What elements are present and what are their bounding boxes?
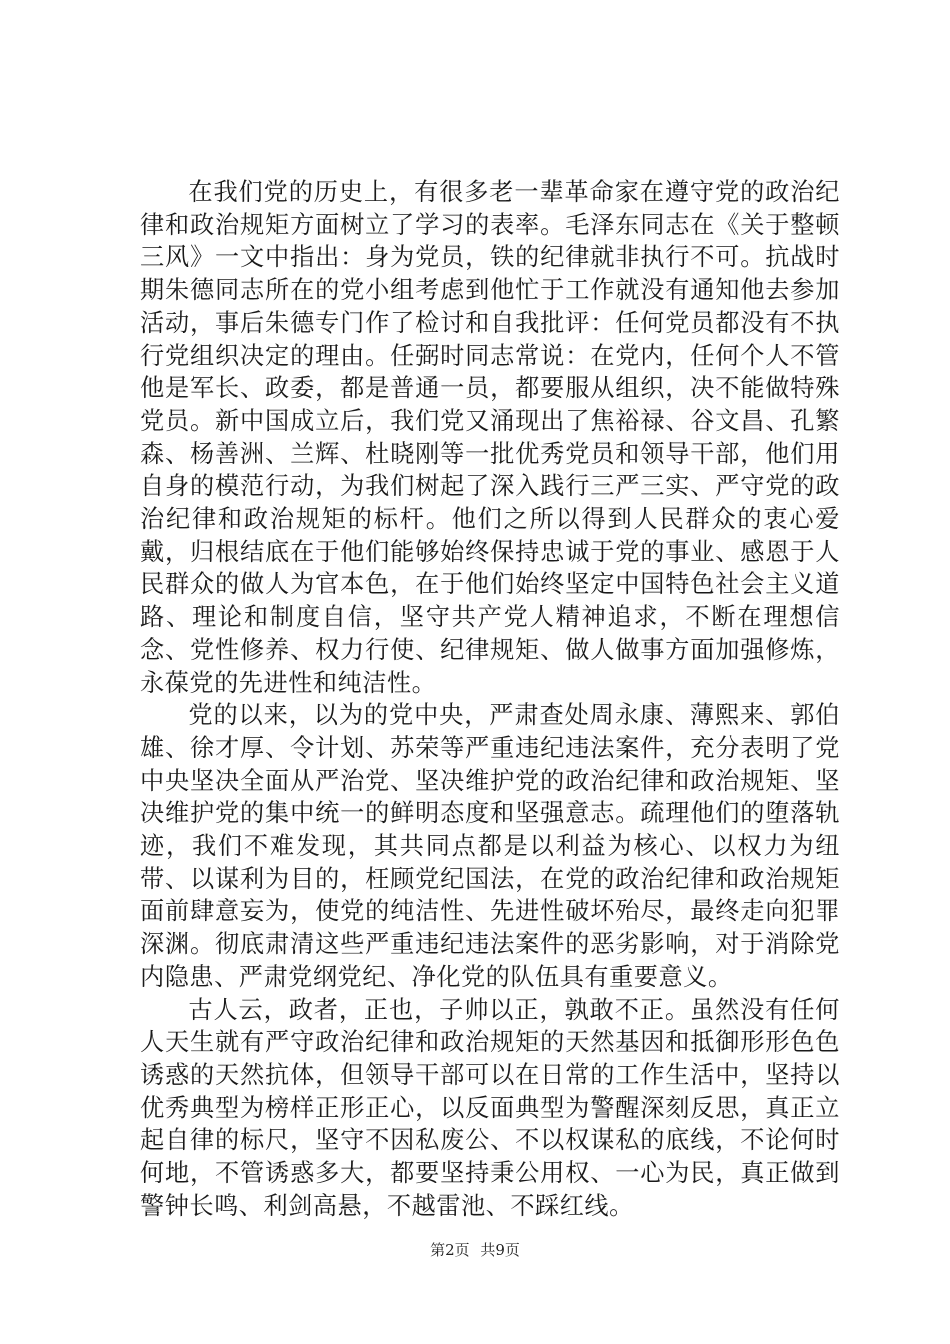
page-footer xyxy=(0,1239,950,1260)
document-body xyxy=(140,176,840,1223)
paragraph-3: 古人云，政者，正也，子帅以正，孰敢不正。虽然没有任何人天生就有严守政治纪律和政治规矩的天然基因和抵御形形色色诱惑的天然抗体，但领导干部可以在日常的工作生活中，坚持以优秀典型为榜样正形正心，以反面典型为警醒深刻反思，真正立起自律的标尺，坚守不因私废公、不以权谋私的底线，不论何时何地，不管诱惑多大，都要坚持秉公用权、一心为民，真正做到警钟长鸣、利剑高悬，不越雷池、不踩红线。 xyxy=(140,995,840,1220)
paragraph-1: 在我们党的历史上，有很多老一辈革命家在遵守党的政治纪律和政治规矩方面树立了学习的表率。毛泽东同志在《关于整顿三风》一文中指出：身为党员，铁的纪律就非执行不可。抗战时期朱德同志所在的党小组考虑到他忙于工作就没有通知他去参加活动，事后朱德专门作了检讨和自我批评：任何党员都没有不执行党组织决定的理由。任弼时同志常说：在党内，任何个人不管他是军长、政委，都是普通一员，都要服从组织，决不能做特殊党员。新中国成立后，我们党又涌现出了焦裕禄、谷文昌、孔繁森、杨善洲、兰辉、杜晓刚等一批优秀党员和领导干部，他们用自身的模范行动，为我们树起了深入践行三严三实、严守党的政治纪律和政治规矩的标杆。他们之所以得到人民群众的衷心爱戴，归根结底在于他们能够始终保持忠诚于党的事业、感恩于人民群众的做人为官本色，在于他们始终坚定中国特色社会主义道路、理论和制度自信，坚守共产党人精神追求，不断在理想信念、党性修养、权力行使、纪律规矩、做人做事方面加强修炼，永葆党的先进性和纯洁性。 xyxy=(140,178,840,697)
page-total: 共9页 xyxy=(480,1241,520,1259)
page-number: 第2页 xyxy=(430,1241,470,1259)
paragraph-2: 党的以来，以为的党中央，严肃查处周永康、薄熙来、郭伯雄、徐才厚、令计划、苏荣等严重违纪违法案件，充分表明了党中央坚决全面从严治党、坚决维护党的政治纪律和政治规矩、坚决维护党的集中统一的鲜明态度和坚强意志。疏理他们的堕落轨迹，我们不难发现，其共同点都是以利益为核心、以权力为纽带、以谋利为目的，枉顾党纪国法，在党的政治纪律和政治规矩面前肆意妄为，使党的纯洁性、先进性破坏殆尽，最终走向犯罪深渊。彻底肃清这些严重违纪违法案件的恶劣影响，对于消除党内隐患、严肃党纲党纪、净化党的队伍具有重要意义。 xyxy=(140,701,840,991)
